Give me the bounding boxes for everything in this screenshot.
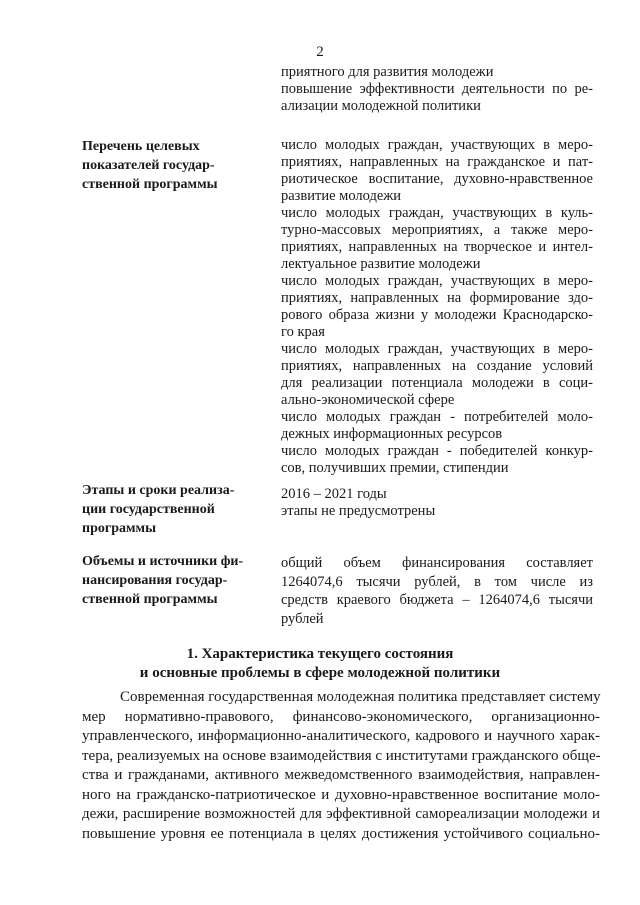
text-line: приятиях, направленных на гражданское и пат- bbox=[281, 154, 593, 170]
heading-line: 1. Характеристика текущего состояния bbox=[186, 646, 454, 662]
indicators-label bbox=[82, 137, 267, 194]
text-line: лектуальное развитие молодежи bbox=[281, 256, 481, 272]
label-line: показателей государ- bbox=[82, 158, 215, 173]
text-line: дежи, расширение возможностей для эффективной самореализации молодежи и bbox=[82, 806, 600, 822]
text-line: мер нормативно-правового, финансово-экономического, организационно- bbox=[82, 708, 600, 725]
text-line: тера, реализуемых на основе взаимодействия с институтами гражданского обще- bbox=[82, 747, 601, 764]
text-line: приятиях, направленных на творческое и интел- bbox=[281, 239, 593, 255]
text-line: число молодых граждан - победителей конкур- bbox=[281, 443, 593, 459]
heading-line: и основные проблемы в сфере молодежной политики bbox=[139, 665, 501, 681]
text-line: развитие молодежи bbox=[281, 188, 402, 204]
label-line: ственной программы bbox=[82, 592, 218, 607]
text-line: число молодых граждан, участвующих в меро- bbox=[281, 341, 593, 357]
continued-text bbox=[281, 64, 593, 115]
text-line: приятиях, направленных на создание условий bbox=[281, 358, 593, 374]
text-line: рового образа жизни у молодежи Краснодарско- bbox=[281, 307, 593, 323]
text-line: ально-экономической сфере bbox=[281, 392, 455, 408]
text-line: повышение эффективности деятельности по ре- bbox=[281, 81, 593, 97]
text-line: управленческого, информационно-аналитического, кадрового и научного харак- bbox=[82, 728, 600, 744]
text-line: для реализации потенциала молодежи в соци- bbox=[281, 375, 593, 391]
text-line: го края bbox=[281, 324, 325, 340]
text-line: ства и гражданами, активного межведомственного взаимодействия, направлен- bbox=[82, 767, 600, 783]
page-number: 2 bbox=[316, 44, 324, 60]
funding-value bbox=[281, 554, 593, 628]
label-line: программы bbox=[82, 521, 156, 536]
text-line: ализации молодежной политики bbox=[281, 98, 481, 114]
text-line: этапы не предусмотрены bbox=[281, 503, 436, 519]
text-line: число молодых граждан, участвующих в меро- bbox=[281, 137, 593, 153]
text-line: 1264074,6 тысячи рублей, в том числе из bbox=[281, 573, 593, 590]
funding-label bbox=[82, 552, 267, 609]
text-line: рублей bbox=[281, 610, 324, 627]
label-line: Объемы и источники фи- bbox=[82, 554, 244, 569]
text-line: Современная государственная молодежная политика представляет систему bbox=[120, 689, 601, 705]
text-line: приятного для развития молодежи bbox=[281, 64, 494, 80]
stages-label bbox=[82, 481, 267, 538]
body-paragraph bbox=[82, 688, 600, 844]
label-line: нансирования государ- bbox=[82, 573, 228, 588]
indicators-list bbox=[281, 137, 593, 477]
text-line: средств краевого бюджета – 1264074,6 тысячи bbox=[281, 592, 593, 608]
text-line: турно-массовых мероприятиях, а также меро- bbox=[281, 222, 593, 238]
text-line: сов, получивших премии, стипендии bbox=[281, 460, 509, 476]
section-heading bbox=[0, 645, 640, 683]
text-line: число молодых граждан - потребителей моло- bbox=[281, 409, 593, 425]
label-line: ции государственной bbox=[82, 502, 215, 517]
label-line: Перечень целевых bbox=[82, 139, 200, 154]
label-line: Этапы и сроки реализа- bbox=[82, 483, 235, 498]
text-line: число молодых граждан, участвующих в меро- bbox=[281, 273, 593, 289]
stages-value bbox=[281, 486, 593, 520]
text-line: дежных информационных ресурсов bbox=[281, 426, 503, 442]
text-line: повышение уровня ее потенциала в целях достижения устойчивого социально- bbox=[82, 825, 600, 842]
label-line: ственной программы bbox=[82, 177, 218, 192]
text-line: общий объем финансирования составляет bbox=[281, 555, 593, 571]
text-line: ного на гражданско-патриотическое и духовно-нравственное воспитание моло- bbox=[82, 786, 600, 803]
text-line: 2016 – 2021 годы bbox=[281, 486, 387, 502]
text-line: приятиях, направленных на формирование здо- bbox=[281, 290, 593, 306]
text-line: риотическое воспитание, духовно-нравственное bbox=[281, 171, 593, 187]
text-line: число молодых граждан, участвующих в куль- bbox=[281, 205, 593, 221]
